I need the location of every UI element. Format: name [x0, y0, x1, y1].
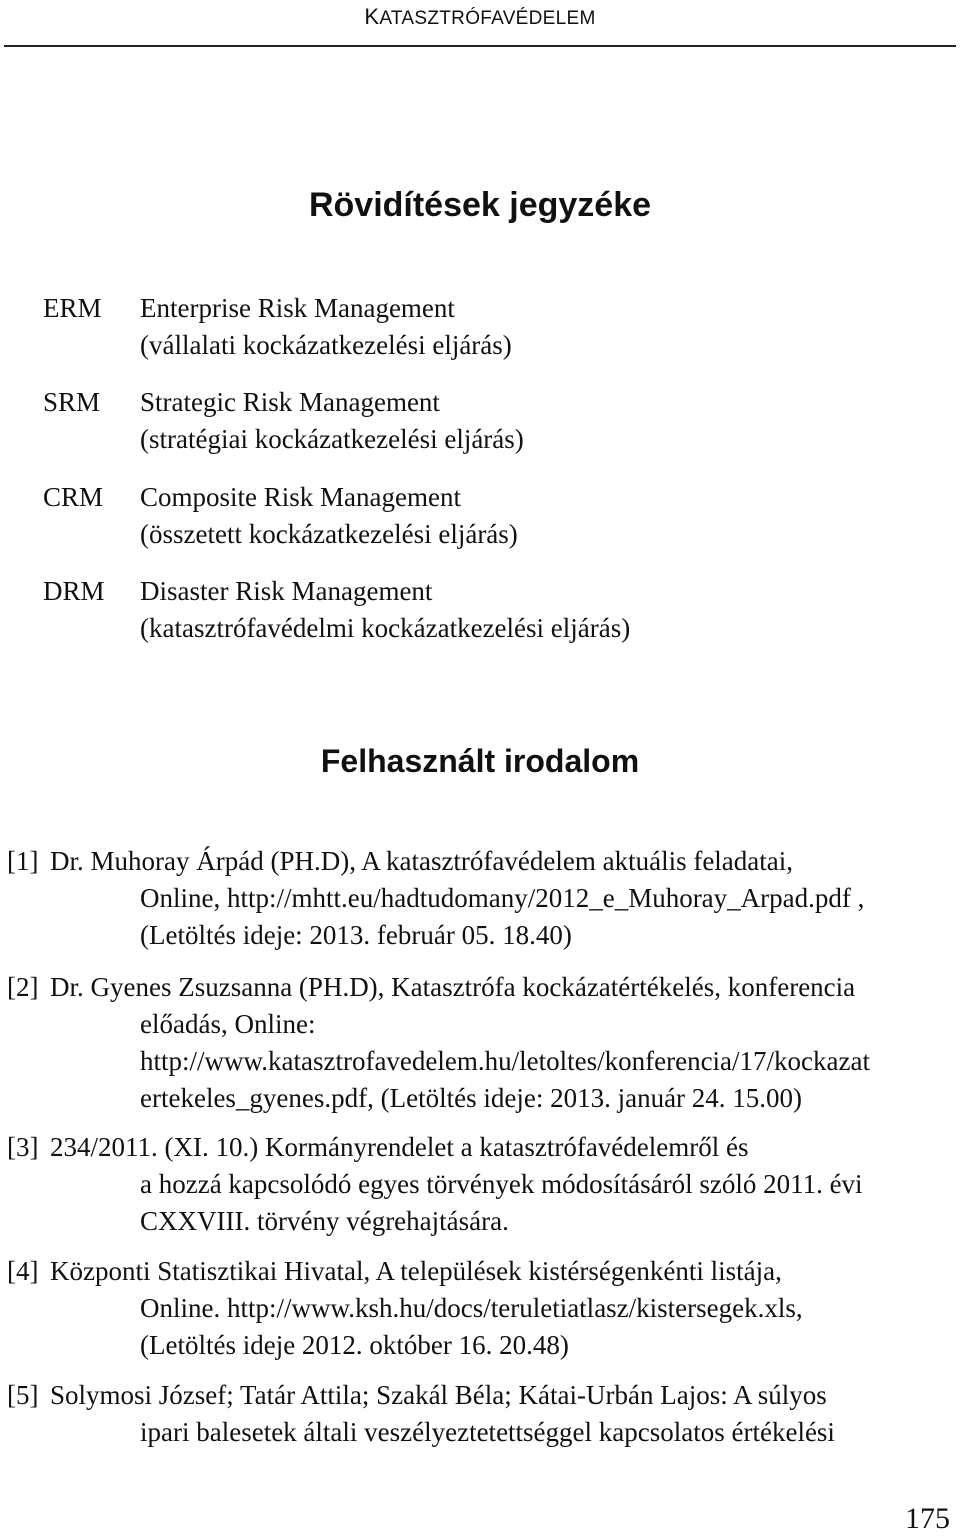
abbreviation-code: SRM [43, 387, 101, 417]
abbreviation-code: CRM [43, 482, 104, 512]
reference-text-line: Dr. Muhoray Árpád (PH.D), A katasztrófavédelem aktuális feladatai, [50, 846, 794, 876]
reference-text-line: Online. http://www.ksh.hu/docs/teruletiatlasz/kistersegek.xls, [140, 1293, 803, 1323]
abbreviation-term: Disaster Risk Management [140, 576, 433, 606]
abbreviations-title: Rövidítések jegyzéke [308, 186, 652, 224]
reference-text-line: a hozzá kapcsolódó egyes törvények módosításáról szóló 2011. évi [140, 1169, 863, 1199]
running-head-rest: ATASZTRÓFAVÉDELEM [379, 8, 596, 29]
running-head [0, 4, 960, 30]
reference-text-line: Online, http://mhtt.eu/hadtudomany/2012_e_Muhoray_Arpad.pdf , [140, 883, 865, 913]
reference-text-line: ipari balesetek általi veszélyeztetettséggel kapcsolatos értékelési [140, 1417, 835, 1447]
reference-text-line: előadás, Online: [140, 1009, 316, 1039]
abbreviation-translation: (összetett kockázatkezelési eljárás) [140, 519, 518, 549]
page-number: 175 [905, 1502, 950, 1535]
abbreviation-term: Strategic Risk Management [140, 387, 440, 417]
reference-text-line: 234/2011. (XI. 10.) Kormányrendelet a katasztrófavédelemről és [50, 1132, 749, 1162]
reference-text-line: Dr. Gyenes Zsuzsanna (PH.D), Katasztrófa kockázatértékelés, konferencia [50, 972, 856, 1002]
reference-text-line: Solymosi József; Tatár Attila; Szakál Béla; Kátai-Urbán Lajos: A súlyos [50, 1380, 827, 1410]
reference-text-line: ertekeles_gyenes.pdf, (Letöltés ideje: 2013. január 24. 15.00) [140, 1083, 803, 1113]
reference-number: [1] [7, 846, 39, 876]
header-rule [4, 45, 956, 47]
reference-number: [2] [7, 972, 39, 1002]
reference-number: [3] [7, 1132, 39, 1162]
reference-text-line: (Letöltés ideje: 2013. február 05. 18.40) [140, 920, 572, 950]
reference-text-line: Központi Statisztikai Hivatal, A települések kistérségenkénti listája, [50, 1256, 782, 1286]
abbreviation-translation: (katasztrófavédelmi kockázatkezelési eljárás) [140, 613, 631, 643]
abbreviation-term: Composite Risk Management [140, 482, 461, 512]
reference-text-line: (Letöltés ideje 2012. október 16. 20.48) [140, 1330, 569, 1360]
abbreviation-code: ERM [43, 293, 102, 323]
reference-number: [5] [7, 1380, 39, 1410]
running-head-initial: K [364, 4, 380, 29]
abbreviation-term: Enterprise Risk Management [140, 293, 455, 323]
references-title: Felhasznált irodalom [320, 743, 640, 779]
reference-text-line: CXXVIII. törvény végrehajtására. [140, 1206, 509, 1236]
abbreviation-code: DRM [43, 576, 105, 606]
reference-text-line: http://www.katasztrofavedelem.hu/letoltes/konferencia/17/kockazat [140, 1046, 870, 1076]
reference-number: [4] [7, 1256, 39, 1286]
abbreviation-translation: (stratégiai kockázatkezelési eljárás) [140, 424, 524, 454]
abbreviation-translation: (vállalati kockázatkezelési eljárás) [140, 330, 512, 360]
